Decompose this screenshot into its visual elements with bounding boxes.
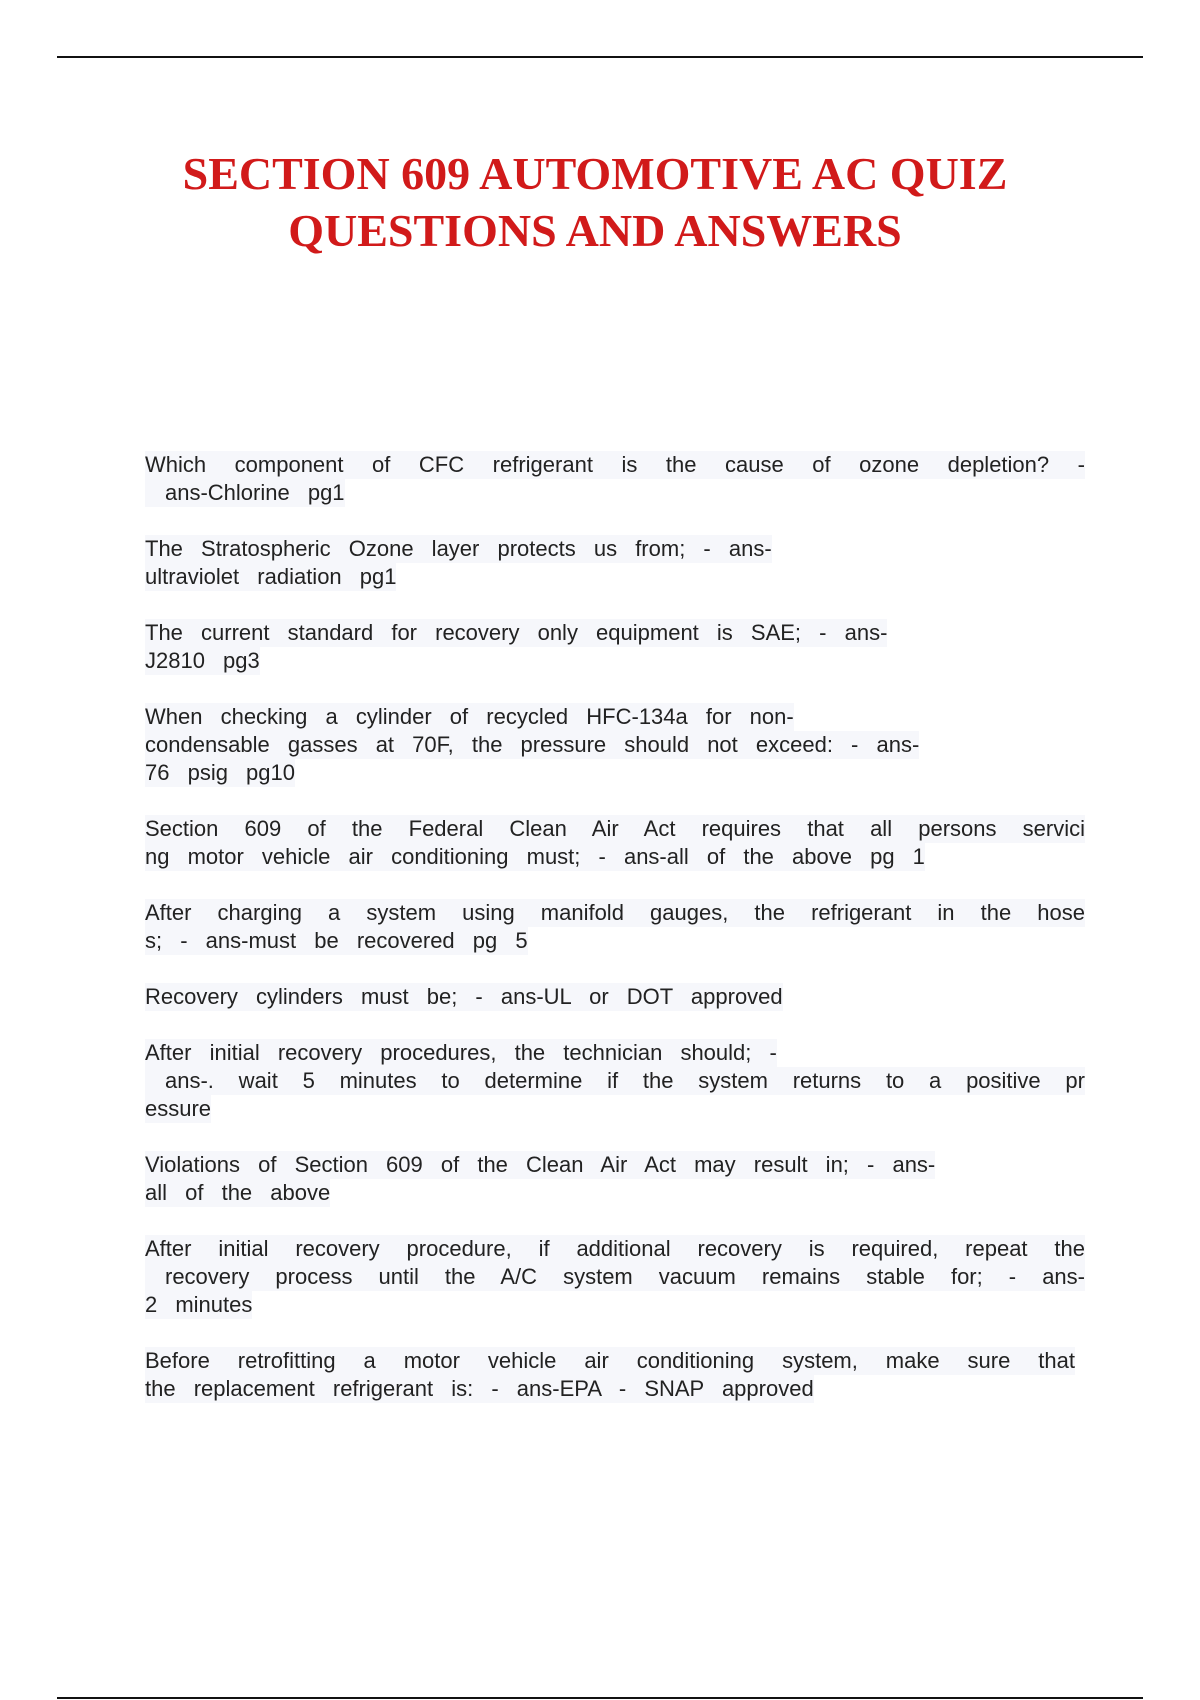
qa-line: J2810 pg3 [145, 648, 260, 673]
header-rule [57, 56, 1143, 58]
qa-item-10 [145, 1235, 1085, 1319]
qa-line: Which component of CFC refrigerant is the cause of ozone depletion? - [145, 452, 1085, 477]
qa-item-5 [145, 815, 1085, 871]
qa-line: Section 609 of the Federal Clean Air Act requires that all persons servici [145, 816, 1085, 841]
qa-item-11 [145, 1347, 1085, 1403]
qa-item-7 [145, 983, 1085, 1011]
qa-line: recovery process until the A/C system vacuum remains stable for; - ans- [145, 1263, 1085, 1291]
qa-line: Violations of Section 609 of the Clean Air Act may result in; - ans- [145, 1152, 936, 1177]
qa-item-4 [145, 703, 1085, 787]
qa-item-2 [145, 535, 1085, 591]
qa-item-1 [145, 451, 1085, 507]
qa-line: After charging a system using manifold gauges, the refrigerant in the hose [145, 900, 1085, 925]
page-title-line-2: QUESTIONS AND ANSWERS [288, 205, 902, 256]
qa-line: The current standard for recovery only equipment is SAE; - ans- [145, 620, 888, 645]
qa-line: the replacement refrigerant is: - ans-EPA - SNAP approved [145, 1376, 814, 1401]
qa-list [145, 451, 1085, 1431]
qa-line: Before retrofitting a motor vehicle air conditioning system, make sure that [145, 1348, 1075, 1373]
qa-line: After initial recovery procedures, the technician should; - [145, 1040, 777, 1065]
qa-item-6 [145, 899, 1085, 955]
qa-item-9 [145, 1151, 1085, 1207]
qa-line: 76 psig pg10 [145, 760, 295, 785]
qa-line: After initial recovery procedure, if additional recovery is required, repeat the [145, 1236, 1085, 1261]
page-title [120, 145, 1070, 259]
qa-line: ultraviolet radiation pg1 [145, 564, 397, 589]
qa-line: s; - ans-must be recovered pg 5 [145, 928, 528, 953]
footer-rule [57, 1697, 1143, 1699]
qa-item-3 [145, 619, 1085, 675]
qa-item-8 [145, 1039, 1085, 1123]
qa-line: all of the above [145, 1180, 331, 1205]
qa-line: When checking a cylinder of recycled HFC-134a for non- [145, 704, 794, 729]
qa-line: Recovery cylinders must be; - ans-UL or DOT approved [145, 984, 783, 1009]
qa-line: condensable gasses at 70F, the pressure should not exceed: - ans- [145, 732, 920, 757]
page-title-line-1: SECTION 609 AUTOMOTIVE AC QUIZ [182, 148, 1008, 199]
qa-line: ans-. wait 5 minutes to determine if the system returns to a positive pr [145, 1067, 1085, 1095]
qa-line: ans-Chlorine pg1 [145, 479, 345, 507]
qa-line: essure [145, 1096, 212, 1121]
qa-line: 2 minutes [145, 1292, 253, 1317]
qa-line: ng motor vehicle air conditioning must; - ans-all of the above pg 1 [145, 844, 925, 869]
qa-line: The Stratospheric Ozone layer protects us from; - ans- [145, 536, 772, 561]
